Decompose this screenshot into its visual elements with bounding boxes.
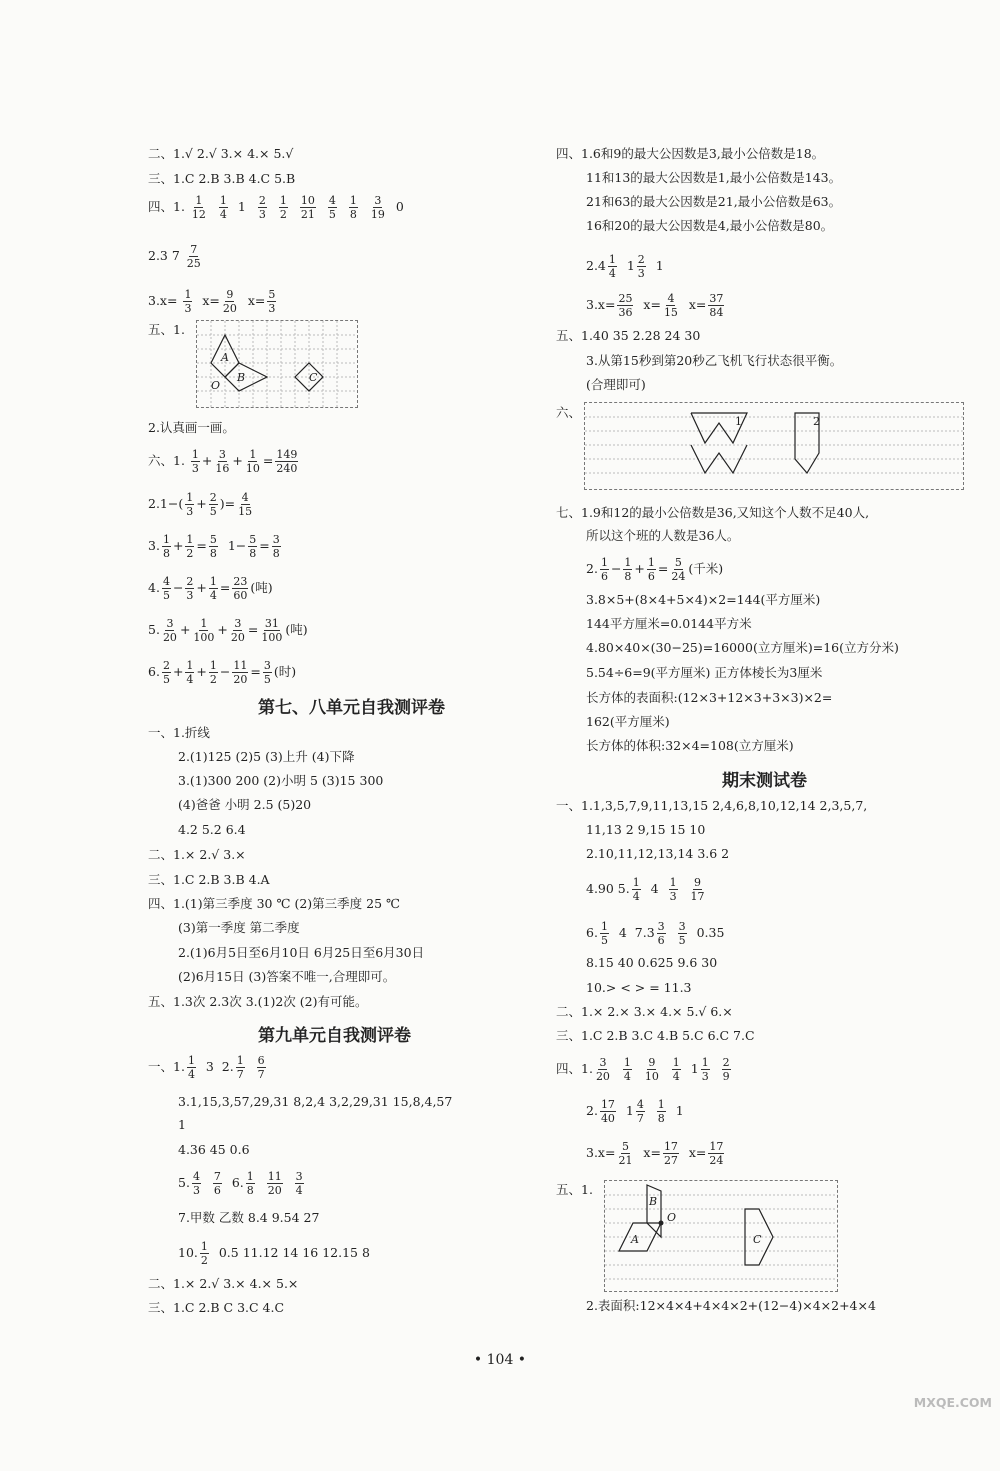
answer-line: 8.15 40 0.625 9.6 30 [586,955,718,970]
answer-line: 6. $\frac{2}{5}$ + $\frac{1}{4}$ + $\frac{1}{2}$ − $\frac{11}{20}$ = $\frac{3}{5}$ (时) [148,659,297,686]
answer-line: 二、1.× 2.√ 3.× 4.× 5.× [148,1276,299,1291]
answer-line: 144平方厘米=0.0144平方米 [586,616,752,631]
answer-line: 3.x= $\frac{5}{21}$ x= $\frac{17}{27}$ x= $\frac{17}{24}$ [586,1140,724,1167]
answer-line: 所以这个班的人数是36人。 [586,528,740,543]
answer-line: (4)爸爸 小明 2.5 (5)20 [178,797,312,812]
answer-line: 11,13 2 9,15 15 10 [586,822,706,837]
svg-text:A: A [221,351,229,364]
answer-line: 四、1.6和9的最大公因数是3,最小公倍数是18。 [556,146,825,161]
answer-line: 七、1.9和12的最小公倍数是36,又知这个人数不足40人, [556,505,870,520]
section-heading: 第九单元自我测评卷 [258,1026,411,1046]
answer-line: 5.54÷6=9(平方厘米) 正方体棱长为3厘米 [586,665,823,680]
answer-line: 4.80×40×(30−25)=16000(立方厘米)=16(立方分米) [586,640,899,655]
answer-line: 一、1.1,3,5,7,9,11,13,15 2,4,6,8,10,12,14 2,3,5,7, [556,798,868,813]
answer-line: 2.认真画一画。 [148,420,235,435]
grid-figure [196,320,358,408]
answer-line: 4.36 45 0.6 [178,1142,250,1157]
answer-line: 五、1. [556,1182,593,1197]
answer-line: 2.10,11,12,13,14 3.6 2 [586,846,730,861]
answer-line: 2.(1)125 (2)5 (3)上升 (4)下降 [178,749,355,764]
answer-line: 四、1. $\frac{3}{20}$ $\frac{1}{4}$ $\frac{9}{10}$ $\frac{1}{4}$ 1 $\frac{1}{3}$ $\frac{2}{9}$ [556,1056,730,1083]
answer-line: 21和63的最大公因数是21,最小公倍数是63。 [586,194,842,209]
grid-figure [604,1180,838,1292]
fraction: $\frac{1}{8}$ [349,194,357,221]
answer-line: (3)第一季度 第二季度 [178,920,300,935]
answer-line: 3.x= $\frac{1}{3}$ x= $\frac{9}{20}$ x= $\frac{5}{3}$ [148,288,276,315]
grid-drawing [197,321,357,407]
fraction: $\frac{1}{12}$ [191,194,206,221]
answer-line: 六、1. $\frac{1}{3}$ + $\frac{3}{16}$ + $\frac{1}{10}$ = $\frac{149}{240}$ [148,448,298,475]
fraction: $\frac{7}{25}$ [186,243,201,270]
answer-line: 三、1.C 2.B C 3.C 4.C [148,1300,285,1315]
section-heading: 期末测试卷 [722,771,807,791]
answer-line: 三、1.C 2.B 3.B 4.A [148,872,270,887]
svg-text:C: C [753,1233,762,1246]
answer-line: 2.(1)6月5日至6月10日 6月25日至6月30日 [178,945,425,960]
answer-line: 四、1. $\frac{1}{12}$ $\frac{1}{4}$ 1 $\frac{2}{3}$ $\frac{1}{2}$ $\frac{10}{21}$ $\frac{4}{5}$ $\frac{1}{8}$ $\frac{3}{19}$ 0 [148,194,414,221]
answer-line: 一、1.折线 [148,725,210,740]
answer-line: 3.8×5+(8×4+5×4)×2=144(平方厘米) [586,592,821,607]
answer-line: 5. $\frac{4}{3}$ $\frac{7}{6}$ 6. $\frac{1}{8}$ $\frac{11}{20}$ $\frac{3}{4}$ [178,1170,303,1197]
answer-line: 二、1.× 2.× 3.× 4.× 5.√ 6.× [556,1004,733,1019]
answer-line: 2.4 $\frac{1}{4}$ 1 $\frac{2}{3}$ 1 [586,253,664,280]
answer-line: 3.从第15秒到第20秒乙飞机飞行状态很平衡。 [586,353,843,368]
svg-text:A: A [631,1233,639,1246]
answer-line: 5. $\frac{3}{20}$ + $\frac{1}{100}$ + $\frac{3}{20}$ = $\frac{31}{100}$ (吨) [148,617,308,644]
grid-drawing [585,403,963,489]
answer-line: 4. $\frac{4}{5}$ − $\frac{2}{3}$ + $\frac{1}{4}$ = $\frac{23}{60}$ (吨) [148,575,273,602]
answer-line: 6. $\frac{1}{5}$ 4 7.3 $\frac{3}{6}$ $\frac{3}{5}$ 0.35 [586,920,725,947]
answer-line: 三、1.C 2.B 3.B 4.C 5.B [148,171,296,186]
fraction: $\frac{10}{21}$ [300,194,315,221]
answer-line: 3.1,15,3,57,29,31 8,2,4 3,2,29,31 15,8,4,57 [178,1094,453,1109]
fraction: $\frac{5}{3}$ [268,288,276,315]
fraction: $\frac{9}{20}$ [222,288,237,315]
answer-line: 六、 [556,405,582,420]
answer-line: 4.2 5.2 6.4 [178,822,246,837]
answer-line: 2. $\frac{1}{6}$ − $\frac{1}{8}$ + $\frac{1}{6}$ = $\frac{5}{24}$ (千米) [586,556,724,583]
answer-line: 2. $\frac{17}{40}$ 1 $\frac{4}{7}$ $\frac{1}{8}$ 1 [586,1098,684,1125]
answer-line: 11和13的最大公因数是1,最小公倍数是143。 [586,170,842,185]
answer-line: 3.x= $\frac{25}{36}$ x= $\frac{4}{15}$ x= $\frac{37}{84}$ [586,292,724,319]
fraction: $\frac{3}{19}$ [370,194,385,221]
answer-line: (2)6月15日 (3)答案不唯一,合理即可。 [178,969,396,984]
answer-line: 三、1.C 2.B 3.C 4.B 5.C 6.C 7.C [556,1028,755,1043]
answer-line: 2.1−( $\frac{1}{3}$ + $\frac{2}{5}$ )= $\frac{4}{15}$ [148,491,253,518]
fraction: $\frac{1}{3}$ [184,288,192,315]
answer-line: 长方体的表面积:(12×3+12×3+3×3)×2= [586,690,833,705]
svg-text:C: C [309,371,318,384]
fraction: $\frac{1}{2}$ [279,194,287,221]
fraction: $\frac{2}{3}$ [258,194,266,221]
svg-text:B: B [649,1195,658,1208]
svg-text:1: 1 [735,415,742,428]
answer-line: 10. $\frac{1}{2}$ 0.5 11.12 14 16 12.15 8 [178,1240,370,1267]
grid-drawing [605,1181,837,1291]
answer-line: 长方体的体积:32×4=108(立方厘米) [586,738,794,753]
svg-text:2: 2 [813,415,820,428]
fraction: 1 [237,199,246,214]
answer-line: 2.3 7 $\frac{7}{25}$ [148,243,201,270]
answer-line: 3. $\frac{1}{8}$ + $\frac{1}{2}$ = $\frac{5}{8}$ 1− $\frac{5}{8}$ = $\frac{3}{8}$ [148,533,280,560]
answer-line: 162(平方厘米) [586,714,670,729]
watermark: MXQE.COM [913,1395,992,1410]
fraction: $\frac{1}{4}$ [219,194,227,221]
answer-line: 一、1. $\frac{1}{4}$ 3 2. $\frac{1}{7}$ $\frac{6}{7}$ [148,1054,265,1081]
answer-line: 3.(1)300 200 (2)小明 5 (3)15 300 [178,773,384,788]
answer-line: 7.甲数 乙数 8.4 9.54 27 [178,1210,320,1225]
answer-line: 16和20的最大公因数是4,最小公倍数是80。 [586,218,834,233]
svg-text:O: O [667,1211,677,1224]
answer-line: 1 [178,1117,186,1132]
svg-text:O: O [211,379,221,392]
section-heading: 第七、八单元自我测评卷 [258,698,445,718]
svg-text:B: B [237,371,246,384]
answer-line: 五、1.3次 2.3次 3.(1)2次 (2)有可能。 [148,994,368,1009]
answer-line: 二、1.√ 2.√ 3.× 4.× 5.√ [148,146,294,161]
grid-figure [584,402,964,490]
answer-line: 五、1. [148,322,185,337]
answer-line: 10.> < > = 11.3 [586,980,692,995]
answer-line: 2.表面积:12×4×4+4×4×2+(12−4)×4×2+4×4 [586,1298,876,1313]
fraction: 0 [395,199,404,214]
answer-line: 五、1.40 35 2.28 24 30 [556,328,701,343]
fraction: $\frac{4}{5}$ [328,194,336,221]
answer-line: 四、1.(1)第三季度 30 ℃ (2)第三季度 25 ℃ [148,896,400,911]
page-number: • 104 • [473,1352,527,1368]
answer-line: 二、1.× 2.√ 3.× [148,847,246,862]
answer-line: 4.90 5. $\frac{1}{4}$ 4 $\frac{1}{3}$ $\frac{9}{17}$ [586,876,705,903]
answer-line: (合理即可) [586,377,646,392]
